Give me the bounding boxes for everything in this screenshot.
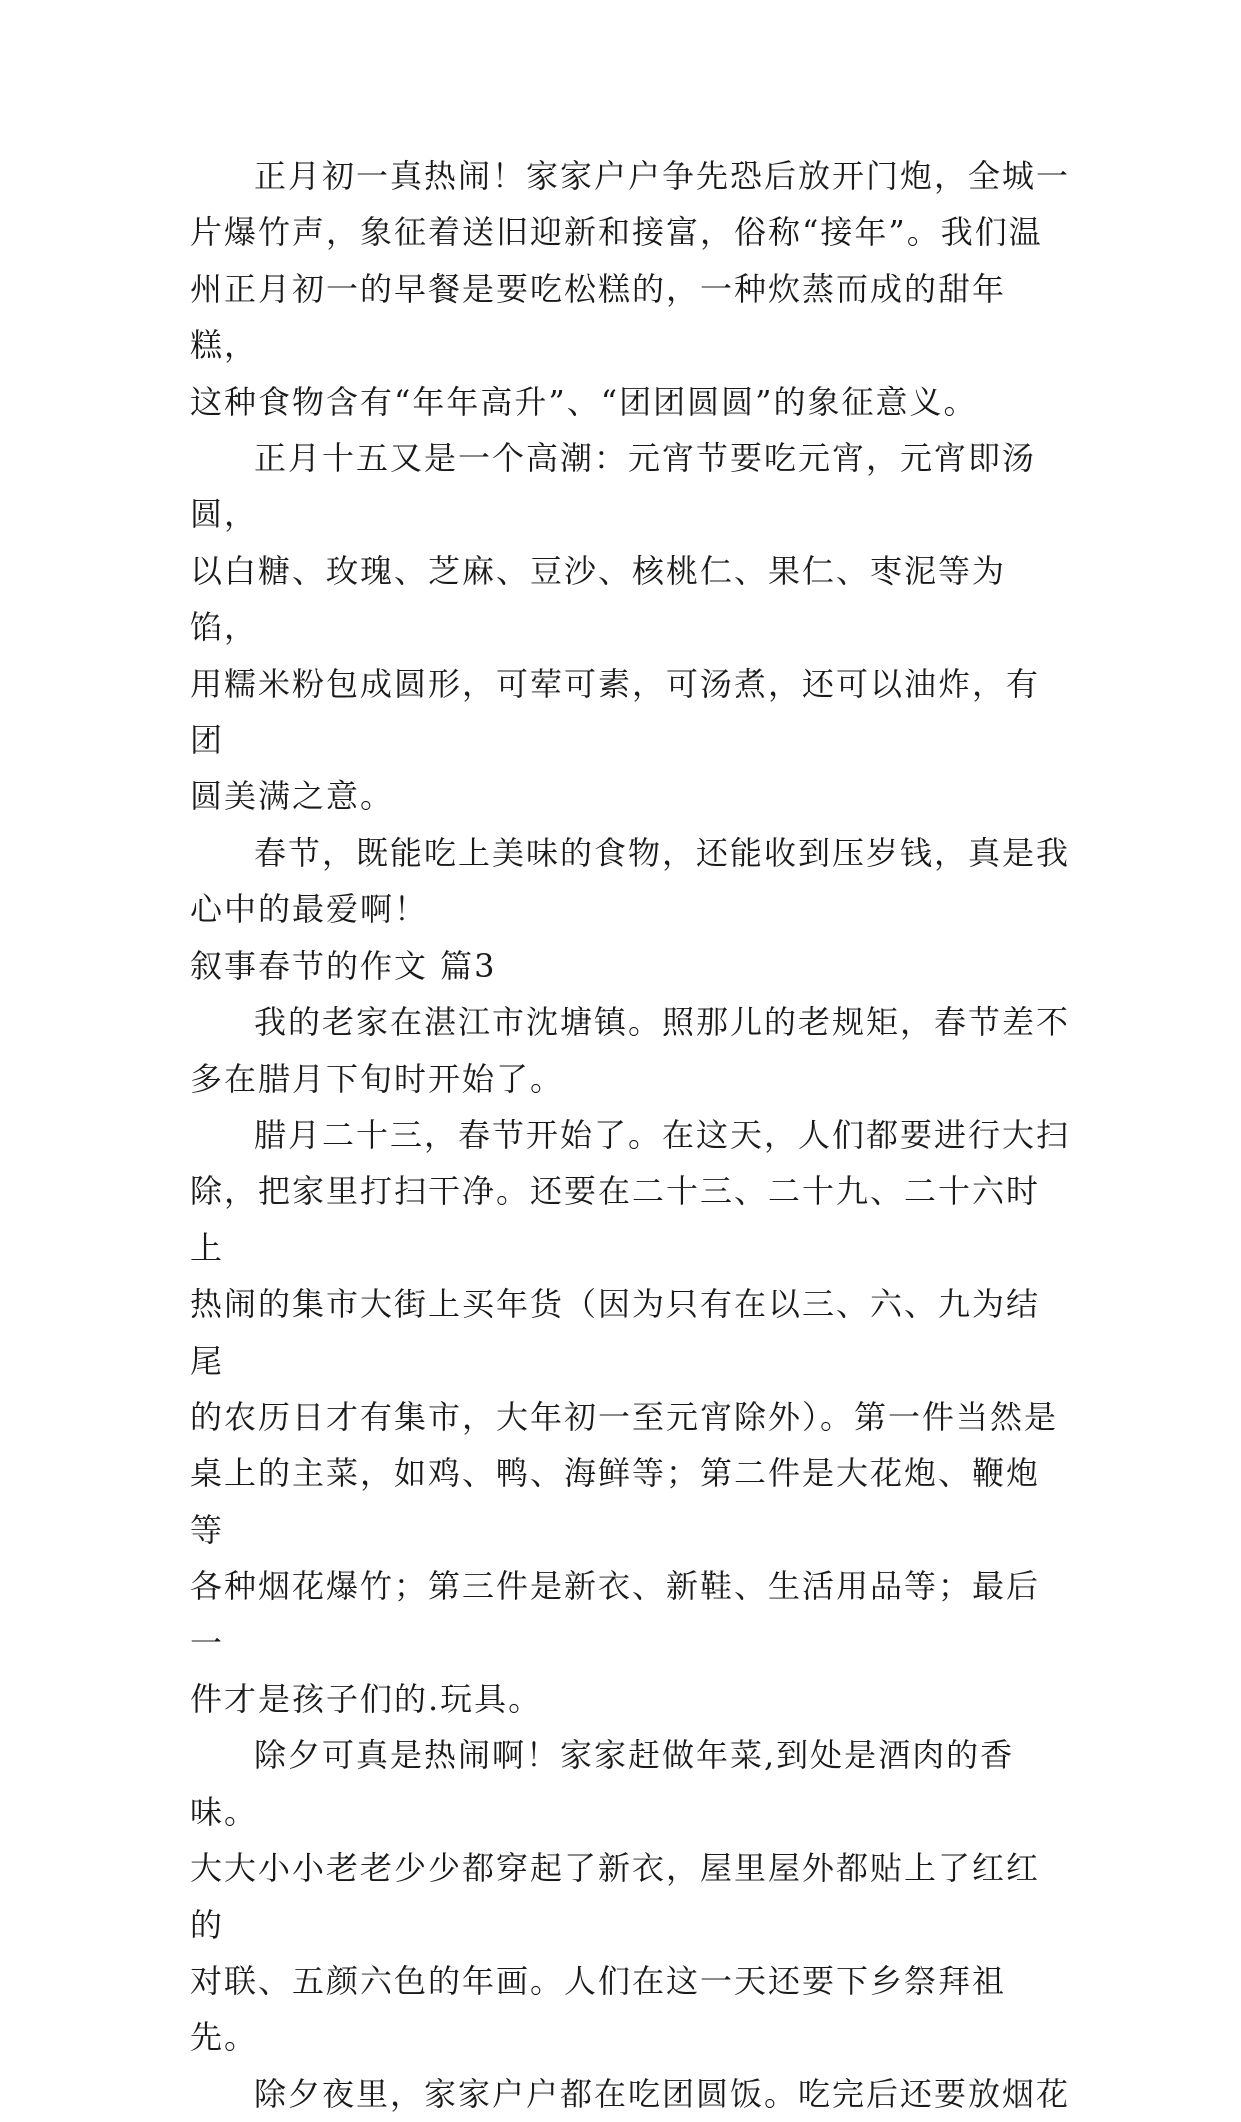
paragraph-favorite: 春节，既能吃上美味的食物，还能收到压岁钱，真是我 心中的最爱啊！ [190,833,1071,929]
paragraph-new-years-eve: 除夕可真是热闹啊！家家赶做年菜,到处是酒肉的香味。 大大小小老老少少都穿起了新衣，屋里屋外都贴上了红红的 对联、五颜六色的年画。人们在这一天还要下乡祭拜祖先。 [190,1736,1041,2057]
paragraph-lantern-festival: 正月十五又是一个高潮：元宵节要吃元宵，元宵即汤圆， 以白糖、玫瑰、芝麻、豆沙、核桃仁、果仁、枣泥等为馅， 用糯米粉包成圆形，可荤可素，可汤煮，还可以油炸，有团 圆美满之意。 [190,439,1041,816]
document-body [190,148,1070,2122]
paragraph-new-year-day: 正月初一真热闹！家家户户争先恐后放开门炮，全城一 片爆竹声，象征着送旧迎新和接富，俗称“接年”。我们温 州正月初一的早餐是要吃松糕的，一种炊蒸而成的甜年糕， 这种食物含有“年年高升”、“团团圆圆”的象征意义。 [190,157,1071,421]
paragraph-reunion-dinner: 除夕夜里，家家户户都在吃团圆饭。吃完后还要放烟花 [254,2074,1071,2113]
paragraph-hometown: 我的老家在湛江市沈塘镇。照那儿的老规矩，春节差不 多在腊月下旬时开始了。 [190,1003,1071,1098]
paragraph-preparation: 腊月二十三，春节开始了。在这天，人们都要进行大扫 除，把家里打扫干净。还要在二十三、二十九、二十六时上 热闹的集市大街上买年货（因为只有在以三、六、九为结尾 的农历日才有集市，大年初一至元宵除外）。第一件当然是 桌上的主菜，如鸡、鸭、海鲜等；第二件是大花炮、鞭炮等 各种烟花爆竹；第三件是新衣、新鞋、生活用品等；最后一 件才是孩子们的.玩具。 [190,1115,1071,1718]
section-heading: 叙事春节的作文 篇3 [190,946,497,985]
